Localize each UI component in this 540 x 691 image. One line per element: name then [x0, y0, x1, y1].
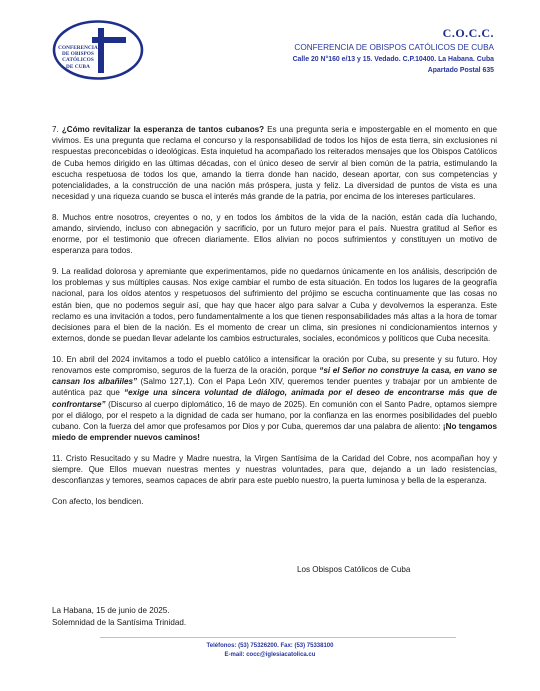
date-line: La Habana, 15 de junio de 2025.	[52, 606, 170, 615]
org-address: Calle 20 N°160 e/13 y 15. Vedado. C.P.10400. La Habana. Cuba	[292, 56, 494, 63]
signature: Los Obispos Católicos de Cuba	[297, 565, 411, 574]
footer-divider	[100, 637, 456, 638]
p10-text-a: 10. En abril del 2024 invitamos a todo el pueblo católico a intensificar la oración por Cuba, su presente y su futuro. Hoy renovamos este compromiso, seguros de la fuerza de la oración, porque	[52, 354, 497, 376]
p10-exhortation: ¡No tengamos miedo de emprender nuevos caminos!	[52, 422, 497, 443]
feast-line: Solemnidad de la Santísima Trinidad.	[52, 617, 187, 627]
org-acronym: C.O.C.C.	[442, 26, 494, 40]
p10-psalm-quote: “si el Señor no construye la casa, en vano se cansan los albañiles”	[52, 366, 497, 387]
logo-line-4: DE CUBA	[66, 63, 90, 70]
p7-lead-question: ¿Cómo revitalizar la esperanza de tantos cubanos?	[61, 125, 265, 134]
footer-email: E-mail: cocc@iglesiacatolica.cu	[224, 652, 316, 658]
paragraph-7	[52, 124, 497, 202]
paragraph-9: 9. La realidad dolorosa y apremiante que experimentamos, pide no quedarnos únicamente en los análisis, descripción de los problemas y sus múltiples causas. Nos exige cambiar el rumbo de esta situación. En todos los lugares de la geografía nacional, para los oídos atentos y respetuosos del sufrimiento del prójimo se escucha continuamente que las cosas no están bien, que no podemos seguir así, que hay que hacer algo para salvar a Cuba y devolvernos la esperanza. Este reclamo es una invitación a todos, pero fundamentalmente a los que tienen responsabilidades más altas a la hora de tomar decisiones para el bien de la nación. Es el momento de crear un clima, sin presiones ni condicionamientos internos y externos, donde se puedan llevar adelante los cambios estructurales, sociales, económicos y políticos que Cuba necesita.	[52, 267, 497, 344]
p10-pope-quote: “exige una sincera voluntad de diálogo, animada por el deseo de encontrarse más que de confrontarse”	[52, 388, 497, 409]
paragraph-10	[52, 354, 497, 444]
p7-number: 7.	[52, 125, 62, 134]
org-name: CONFERENCIA DE OBISPOS CATÓLICOS DE CUBA	[294, 43, 494, 52]
logo-line-1: CONFERENCIA	[58, 45, 98, 51]
cocc-logo	[52, 19, 145, 81]
logo-line-3: CATÓLICOS	[62, 57, 94, 64]
logo-line-2: DE OBISPOS	[62, 51, 94, 58]
paragraph-11: 11. Cristo Resucitado y su Madre y Madre nuestra, la Virgen Santísima de la Caridad del Cobre, nos acompañan hoy y siempre. Que Ellos muevan nuestras mentes y nuestras voluntades, para que, dejando a un lado resistencias, desconfianzas y temores, seamos capaces de abrir para este pueblo nuestro, la puerta luminosa y bella de la esperanza.	[52, 453, 497, 486]
place-and-date	[52, 605, 186, 628]
org-po-box: Apartado Postal 635	[427, 67, 494, 74]
letter-body	[52, 124, 497, 516]
p10-text-b: (Salmo 127,1). Con el Papa León XIV, queremos tender puentes y trabajar por un ambiente de auténtica paz que	[52, 377, 497, 398]
paragraph-8: 8. Muchos entre nosotros, creyentes o no, y en todos los ámbitos de la vida de la nación, están cada día luchando, amando, sirviendo, incluso con abnegación y sacrificio, por un futuro mejor para el país. Nuestra gratitud al Señor es enorme, por el testimonio que ofrecen diariamente. Ellos alivian no pocos sufrimientos y constituyen un motivo de esperanza para todos.	[52, 212, 497, 256]
p7-text: Es una pregunta seria e impostergable en el momento en que vivimos. Es una pregunta que reclama el concurso y la responsabilidad de todos los hijos de esta tierra, sin exclusiones ni respuestas preconcebidas o ideológicas. Esta inquietud ha acompañado los reiterados mensajes que los Obispos Católicos de Cuba hemos dirigido en las últimas décadas, con el único deseo de servir al bien común de la patria, estimulando la escucha respetuosa de todos los que, amando la tierra donde han nacido, desean aportar, con sus competencias y potencialidades, a la construcción de una nación más próspera, justa y feliz. La diversidad de puntos de vista es una necesidad y una riqueza cuando se busca el interés más grande de la patria, por encima de los intereses particulares.	[52, 125, 498, 202]
p10-text-c: (Discurso al cuerpo diplomático, 16 de mayo de 2025). En comunión con el Santo Padre, optamos siempre por el diálogo, por el respeto a la dignidad de cada ser humano, por la confianza en las enormes posibilidades del pueblo cubano. Con la fuerza del amor que profesamos por Dios y por Cuba, queremos dar una palabra de aliento:	[52, 399, 497, 432]
footer-phone: Teléfonos: (53) 75326200. Fax: (53) 75338100	[206, 643, 334, 649]
closing-line: Con afecto, los bendicen.	[52, 496, 144, 506]
logo-lettering	[58, 45, 98, 70]
